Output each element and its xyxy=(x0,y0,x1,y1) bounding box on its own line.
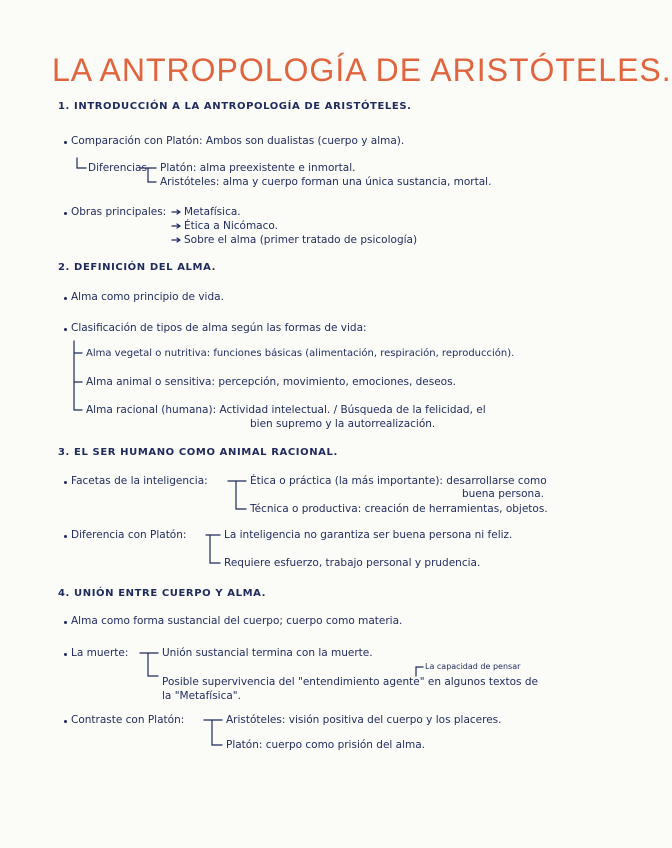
bullet xyxy=(64,212,67,215)
comparacion-text: Comparación con Platón: Ambos son dualistas (cuerpo y alma). xyxy=(71,135,405,147)
contraste-platon: Platón: cuerpo como prisión del alma. xyxy=(226,739,426,751)
diferencias-label: Diferencias xyxy=(88,162,147,174)
alma-racional-line1: Alma racional (humana): Actividad intelectual. / Búsqueda de la felicidad, el xyxy=(86,404,486,416)
section-3-heading: 3. EL SER HUMANO COMO ANIMAL RACIONAL. xyxy=(58,447,338,458)
muerte-supervivencia-line1: Posible supervivencia del "entendimiento agente" en algunos textos de xyxy=(162,676,538,688)
arrow-obra1 xyxy=(172,210,180,214)
obras-label: Obras principales: xyxy=(71,206,167,218)
bracket-diferencia xyxy=(206,535,220,563)
bracket-contraste xyxy=(204,720,222,745)
contraste-aristoteles: Aristóteles: visión positiva del cuerpo y los placeres. xyxy=(226,714,502,726)
bracket-facetas xyxy=(228,481,246,509)
diferencia-esfuerzo: Requiere esfuerzo, trabajo personal y prudencia. xyxy=(224,557,481,569)
diferencia-inteligencia: La inteligencia no garantiza ser buena persona ni feliz. xyxy=(224,529,513,541)
arrow-obra2 xyxy=(172,224,180,228)
bracket-muerte xyxy=(140,653,158,676)
faceta-etica-line1: Ética o práctica (la más importante): desarrollarse como xyxy=(250,475,547,487)
section-1-heading: 1. INTRODUCCIÓN A LA ANTROPOLOGÍA DE ARISTÓTELES. xyxy=(58,101,412,112)
section-4-heading: 4. UNIÓN ENTRE CUERPO Y ALMA. xyxy=(58,588,267,599)
faceta-etica-line2: buena persona. xyxy=(462,488,544,500)
facetas-label: Facetas de la inteligencia: xyxy=(71,475,208,487)
muerte-label: La muerte: xyxy=(71,647,129,659)
bullet xyxy=(64,621,67,624)
annotation-capacidad: La capacidad de pensar xyxy=(425,662,521,671)
forma-sustancial-text: Alma como forma sustancial del cuerpo; cuerpo como materia. xyxy=(71,615,403,627)
alma-racional-line2: bien supremo y la autorrealización. xyxy=(250,418,436,430)
diferencia-platon: Platón: alma preexistente e inmortal. xyxy=(160,162,356,174)
obra-etica: Ética a Nicómaco. xyxy=(184,220,278,232)
clasificacion-text: Clasificación de tipos de alma según las formas de vida: xyxy=(71,322,367,334)
bullet xyxy=(64,481,67,484)
section-2-heading: 2. DEFINICIÓN DEL ALMA. xyxy=(58,262,216,273)
obra-sobre-alma: Sobre el alma (primer tratado de psicología) xyxy=(184,234,418,246)
bullet xyxy=(64,328,67,331)
page-title: LA ANTROPOLOGÍA DE ARISTÓTELES. xyxy=(52,52,672,88)
obra-metafisica: Metafísica. xyxy=(184,206,241,218)
diferencia-platon-label: Diferencia con Platón: xyxy=(71,529,187,541)
arrow-obra3 xyxy=(172,238,180,242)
bullet xyxy=(64,141,67,144)
bullet xyxy=(64,720,67,723)
bullet xyxy=(64,653,67,656)
bracket-diferencias xyxy=(77,158,86,168)
alma-vegetal: Alma vegetal o nutritiva: funciones básicas (alimentación, respiración, reproducción). xyxy=(86,348,515,359)
bullet xyxy=(64,535,67,538)
principio-text: Alma como principio de vida. xyxy=(71,291,224,303)
annotation-pointer xyxy=(416,667,423,676)
bracket-alma-tipos xyxy=(74,341,82,410)
muerte-supervivencia-line2: la "Metafísica". xyxy=(162,690,241,702)
alma-animal: Alma animal o sensitiva: percepción, movimiento, emociones, deseos. xyxy=(86,376,456,388)
diferencia-aristoteles: Aristóteles: alma y cuerpo forman una única sustancia, mortal. xyxy=(160,176,492,188)
muerte-union: Unión sustancial termina con la muerte. xyxy=(162,647,373,659)
contraste-label: Contraste con Platón: xyxy=(71,714,185,726)
faceta-tecnica: Técnica o productiva: creación de herramientas, objetos. xyxy=(250,503,548,515)
bullet xyxy=(64,297,67,300)
